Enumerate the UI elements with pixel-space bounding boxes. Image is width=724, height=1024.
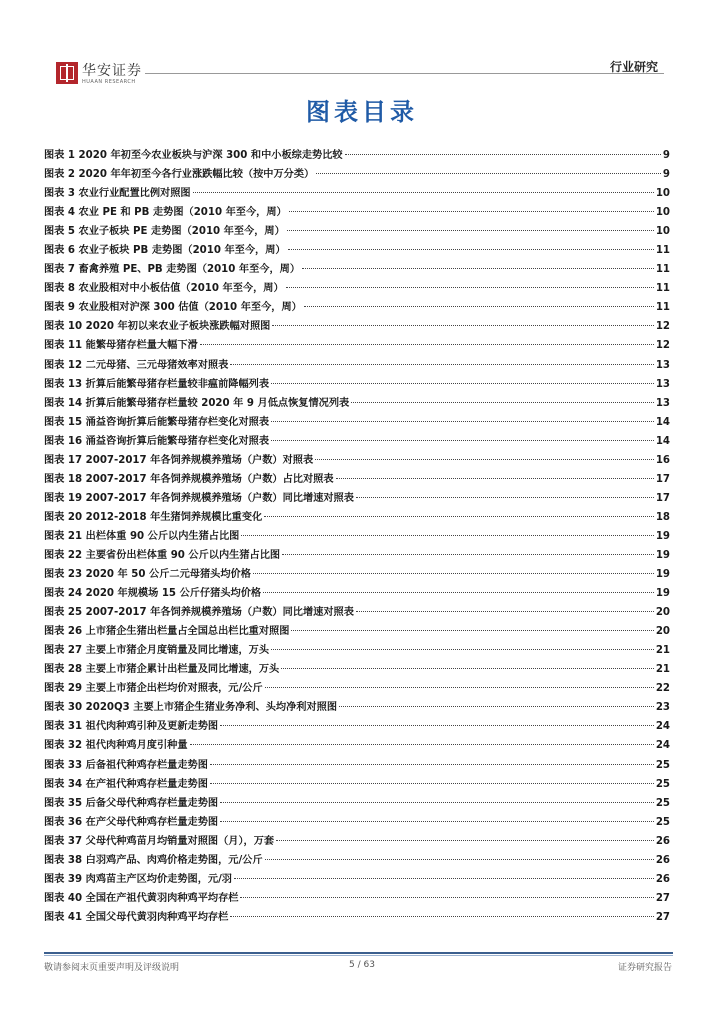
toc-entry-label: 图表 17 2007-2017 年各饲养规模养殖场（户数）对照表 — [44, 454, 314, 466]
toc-entry[interactable] — [44, 660, 670, 679]
toc-entry[interactable] — [44, 279, 670, 298]
toc-entry[interactable] — [44, 375, 670, 394]
toc-leader-dots — [302, 268, 654, 269]
toc-entry-page: 19 — [655, 588, 670, 600]
toc-entry-label: 图表 27 主要上市猪企月度销量及同比增速，万头 — [44, 645, 270, 657]
toc-entry[interactable] — [44, 565, 670, 584]
toc-leader-dots — [264, 516, 654, 517]
toc-entry-label: 图表 33 后备祖代种鸡存栏量走势图 — [44, 759, 208, 771]
toc-entry-page: 25 — [655, 778, 670, 790]
toc-entry-page: 19 — [655, 530, 670, 542]
toc-entry-page: 27 — [655, 911, 670, 923]
toc-entry[interactable] — [44, 413, 670, 432]
toc-entry-label: 图表 40 全国在产祖代黄羽肉种鸡平均存栏 — [44, 892, 239, 904]
toc-leader-dots — [276, 840, 654, 841]
toc-entry[interactable] — [44, 260, 670, 279]
toc-leader-dots — [271, 421, 654, 422]
toc-leader-dots — [288, 249, 654, 250]
toc-entry[interactable] — [44, 908, 670, 927]
toc-leader-dots — [253, 573, 654, 574]
footer-rule — [44, 952, 673, 954]
toc-entry[interactable] — [44, 546, 670, 565]
toc-entry-label: 图表 7 畜禽养殖 PE、PB 走势图（2010 年至今，周） — [44, 264, 301, 276]
toc-leader-dots — [265, 859, 654, 860]
report-type: 证券研究报告 — [617, 963, 672, 973]
page-title: 图表目录 — [306, 98, 418, 126]
toc-entry-page: 23 — [655, 702, 670, 714]
toc-entry[interactable] — [44, 736, 670, 755]
toc-entry-page: 20 — [655, 626, 670, 638]
toc-entry-page: 13 — [655, 378, 670, 390]
toc-leader-dots — [351, 402, 654, 403]
toc-entry-label: 图表 38 白羽鸡产品、肉鸡价格走势图，元/公斤 — [44, 854, 263, 866]
toc-entry-label: 图表 8 农业股相对中小板估值（2010 年至今，周） — [44, 283, 284, 295]
toc-entry[interactable] — [44, 165, 670, 184]
huaan-logo-icon — [56, 62, 78, 84]
toc-entry-page: 17 — [655, 473, 670, 485]
toc-entry[interactable] — [44, 584, 670, 603]
toc-leader-dots — [210, 764, 654, 765]
toc-leader-dots — [281, 668, 654, 669]
toc-entry-page: 14 — [655, 416, 670, 428]
toc-entry-label: 图表 23 2020 年 50 公斤二元母猪头均价格 — [44, 569, 251, 581]
toc-entry-page: 11 — [655, 264, 670, 276]
toc-entry-page: 16 — [655, 454, 670, 466]
toc-leader-dots — [220, 725, 654, 726]
toc-leader-dots — [220, 802, 654, 803]
toc-entry-page: 9 — [662, 150, 670, 161]
toc-entry-page: 18 — [655, 511, 670, 523]
toc-entry-label: 图表 35 后备父母代种鸡存栏量走势图 — [44, 797, 219, 809]
toc-entry-label: 图表 21 出栏体重 90 公斤以内生猪占比图 — [44, 530, 240, 542]
toc-entry-page: 25 — [655, 797, 670, 809]
toc-entry-page: 14 — [655, 435, 670, 447]
toc-entry-label: 图表 5 农业子板块 PE 走势图（2010 年至今，周） — [44, 226, 285, 238]
toc-entry[interactable] — [44, 451, 670, 470]
toc-leader-dots — [230, 916, 654, 917]
toc-entry[interactable] — [44, 813, 670, 832]
toc-leader-dots — [339, 706, 654, 707]
toc-leader-dots — [220, 821, 654, 822]
toc-entry-page: 19 — [655, 569, 670, 581]
toc-entry-page: 11 — [655, 245, 670, 257]
toc-entry-label: 图表 36 在产父母代种鸡存栏量走势图 — [44, 816, 219, 828]
toc-entry-label: 图表 26 上市猪企生猪出栏量占全国总出栏比重对照图 — [44, 626, 290, 638]
toc-leader-dots — [210, 783, 654, 784]
toc-entry[interactable] — [44, 508, 670, 527]
toc-entry-page: 13 — [655, 397, 670, 409]
toc-entry[interactable] — [44, 356, 670, 375]
toc-entry-page: 20 — [655, 607, 670, 619]
page-number: 5 / 63 — [349, 960, 375, 970]
toc-leader-dots — [304, 306, 654, 307]
toc-entry-label: 图表 34 在产祖代种鸡存栏量走势图 — [44, 778, 208, 790]
brand-name-en: HUAAN RESEARCH — [82, 79, 136, 85]
toc-entry[interactable] — [44, 432, 670, 451]
toc-entry-page: 27 — [655, 892, 670, 904]
toc-entry-label: 图表 22 主要省份出栏体重 90 公斤以内生猪占比图 — [44, 549, 281, 561]
toc-leader-dots — [289, 211, 654, 212]
toc-leader-dots — [356, 611, 654, 612]
toc-entry-label: 图表 19 2007-2017 年各饲养规模养殖场（户数）同比增速对照表 — [44, 492, 354, 504]
toc-entry[interactable] — [44, 679, 670, 698]
toc-entry-label: 图表 4 农业 PE 和 PB 走势图（2010 年至今，周） — [44, 207, 287, 219]
toc-entry[interactable] — [44, 622, 670, 641]
toc-entry-page: 10 — [655, 188, 670, 200]
toc-entry[interactable] — [44, 527, 670, 546]
toc-entry[interactable] — [44, 832, 670, 851]
toc-entry[interactable] — [44, 698, 670, 717]
toc-leader-dots — [241, 535, 653, 536]
page-header — [0, 0, 724, 84]
toc-entry-label: 图表 20 2012-2018 年生猪饲养规模比重变化 — [44, 511, 263, 523]
toc-entry-label: 图表 41 全国父母代黄羽肉种鸡平均存栏 — [44, 911, 229, 923]
header-rule — [145, 73, 664, 74]
toc-entry-label: 图表 12 二元母猪、三元母猪效率对照表 — [44, 359, 229, 371]
toc-entry-label: 图表 10 2020 年初以来农业子板块涨跌幅对照图 — [44, 321, 271, 333]
toc-entry[interactable] — [44, 470, 670, 489]
toc-entry[interactable] — [44, 146, 670, 165]
toc-entry[interactable] — [44, 394, 670, 413]
toc-entry[interactable] — [44, 794, 670, 813]
toc-entry-page: 26 — [655, 873, 670, 885]
toc-leader-dots — [272, 325, 653, 326]
toc-entry[interactable] — [44, 317, 670, 336]
toc-entry-label: 图表 39 肉鸡苗主产区均价走势图，元/羽 — [44, 873, 232, 885]
toc-entry-label: 图表 2 2020 年年初至今各行业涨跌幅比较（按中万分类） — [44, 169, 315, 181]
table-of-figures — [44, 146, 670, 927]
toc-entry-label: 图表 3 农业行业配置比例对照图 — [44, 188, 191, 200]
brand-name: 华安证券 — [82, 63, 142, 79]
toc-leader-dots — [271, 383, 654, 384]
toc-entry-page: 17 — [655, 492, 670, 504]
toc-leader-dots — [271, 440, 654, 441]
toc-entry-label: 图表 16 涌益咨询折算后能繁母猪存栏变化对照表 — [44, 435, 270, 447]
toc-entry-label: 图表 9 农业股相对沪深 300 估值（2010 年至今，周） — [44, 302, 302, 314]
toc-entry[interactable] — [44, 241, 670, 260]
toc-entry-label: 图表 29 主要上市猪企出栏均价对照表，元/公斤 — [44, 683, 263, 695]
toc-leader-dots — [345, 154, 661, 155]
toc-entry[interactable] — [44, 203, 670, 222]
toc-entry-label: 图表 6 农业子板块 PB 走势图（2010 年至今，周） — [44, 245, 286, 257]
toc-entry[interactable] — [44, 717, 670, 736]
toc-entry-page: 12 — [655, 321, 670, 333]
toc-entry-page: 25 — [655, 759, 670, 771]
toc-entry[interactable] — [44, 851, 670, 870]
toc-entry-page: 12 — [655, 340, 670, 352]
toc-entry-label: 图表 24 2020 年规模场 15 公斤仔猪头均价格 — [44, 588, 262, 600]
toc-entry[interactable] — [44, 336, 670, 355]
toc-entry-page: 11 — [655, 302, 670, 314]
toc-entry[interactable] — [44, 870, 670, 889]
toc-entry-page: 24 — [655, 740, 670, 752]
toc-entry-label: 图表 18 2007-2017 年各饲养规模养殖场（户数）占比对照表 — [44, 473, 334, 485]
toc-entry[interactable] — [44, 641, 670, 660]
toc-entry-label: 图表 37 父母代种鸡苗月均销量对照图（月），万套 — [44, 835, 275, 847]
toc-entry-label: 图表 13 折算后能繁母猪存栏量较非瘟前降幅列表 — [44, 378, 270, 390]
toc-entry-page: 9 — [662, 169, 670, 181]
footer-rule-light — [44, 955, 673, 956]
toc-leader-dots — [193, 192, 654, 193]
toc-entry[interactable] — [44, 298, 670, 317]
toc-entry-page: 19 — [655, 549, 670, 561]
toc-leader-dots — [286, 287, 654, 288]
toc-entry-label: 图表 28 主要上市猪企累计出栏量及同比增速，万头 — [44, 664, 280, 676]
toc-entry-page: 21 — [655, 664, 670, 676]
toc-leader-dots — [287, 230, 654, 231]
toc-entry-page: 21 — [655, 645, 670, 657]
toc-entry-label: 图表 31 祖代肉种鸡引种及更新走势图 — [44, 721, 219, 733]
toc-entry[interactable] — [44, 756, 670, 775]
toc-entry-page: 24 — [655, 721, 670, 733]
toc-entry-page: 11 — [655, 283, 670, 295]
toc-entry-page: 25 — [655, 816, 670, 828]
toc-leader-dots — [230, 364, 654, 365]
toc-entry[interactable] — [44, 775, 670, 794]
footer-disclaimer: 敬请参阅末页重要声明及评级说明 — [44, 963, 180, 973]
toc-entry-page: 22 — [655, 683, 670, 695]
toc-leader-dots — [291, 630, 653, 631]
toc-leader-dots — [240, 897, 653, 898]
toc-entry-page: 26 — [655, 835, 670, 847]
toc-entry-label: 图表 32 祖代肉种鸡月度引种量 — [44, 740, 188, 752]
toc-entry-label: 图表 11 能繁母猪存栏量大幅下滑 — [44, 340, 198, 352]
toc-entry-label: 图表 15 涌益咨询折算后能繁母猪存栏变化对照表 — [44, 416, 270, 428]
toc-entry[interactable] — [44, 603, 670, 622]
toc-entry[interactable] — [44, 222, 670, 241]
toc-entry-page: 26 — [655, 854, 670, 866]
toc-entry[interactable] — [44, 184, 670, 203]
toc-leader-dots — [356, 497, 654, 498]
toc-leader-dots — [265, 687, 654, 688]
toc-entry-label: 图表 14 折算后能繁母猪存栏量较 2020 年 9 月低点恢复情况列表 — [44, 397, 350, 409]
toc-leader-dots — [263, 592, 654, 593]
report-category: 行业研究 — [609, 60, 658, 74]
toc-entry-label: 图表 30 2020Q3 主要上市猪企生猪业务净利、头均净利对照图 — [44, 702, 338, 714]
toc-entry-label: 图表 1 2020 年初至今农业板块与沪深 300 和中小板综走势比较 — [44, 150, 343, 161]
toc-leader-dots — [200, 344, 654, 345]
toc-leader-dots — [336, 478, 654, 479]
toc-entry-page: 10 — [655, 207, 670, 219]
toc-entry-label: 图表 25 2007-2017 年各饲养规模养殖场（户数）同比增速对照表 — [44, 607, 354, 619]
toc-leader-dots — [271, 649, 654, 650]
toc-leader-dots — [282, 554, 654, 555]
toc-entry[interactable] — [44, 889, 670, 908]
toc-leader-dots — [234, 878, 654, 879]
toc-leader-dots — [316, 173, 661, 174]
toc-leader-dots — [315, 459, 654, 460]
toc-entry-page: 13 — [655, 359, 670, 371]
toc-entry-page: 10 — [655, 226, 670, 238]
toc-entry[interactable] — [44, 489, 670, 508]
toc-leader-dots — [190, 744, 654, 745]
